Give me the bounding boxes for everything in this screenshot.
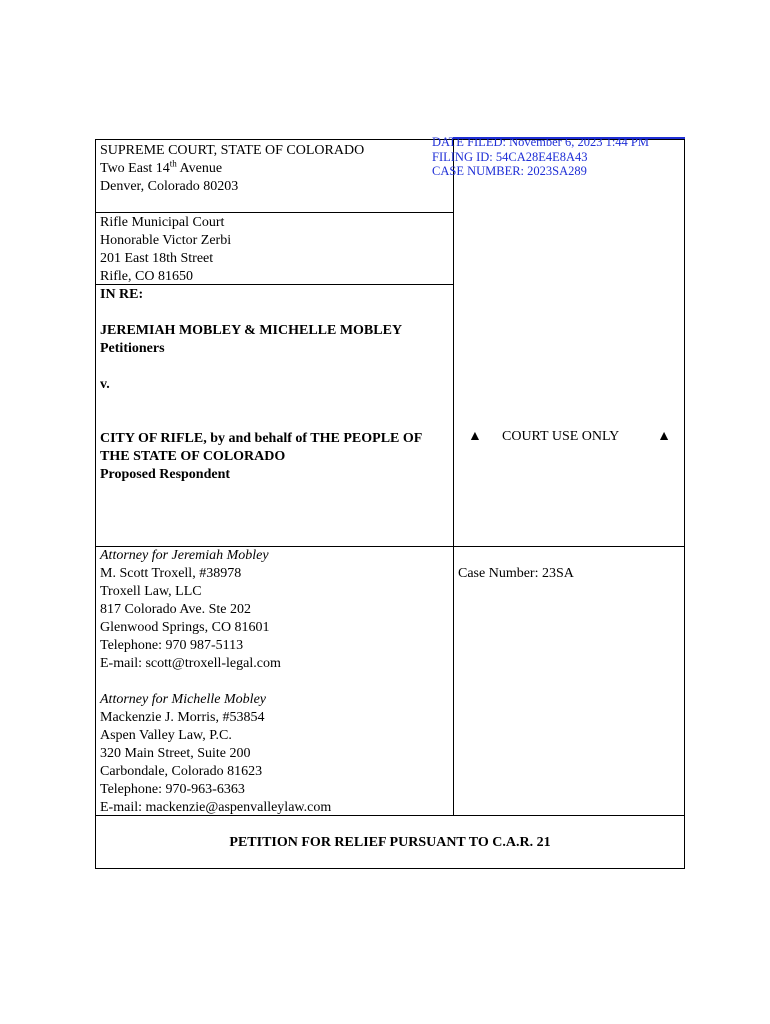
supreme-court-block (100, 142, 364, 196)
lower-court-city: Rifle, CO 81650 (100, 269, 193, 284)
document-title: PETITION FOR RELIEF PURSUANT TO C.A.R. 21 (229, 835, 551, 850)
attorney-1-street: 817 Colorado Ave. Ste 202 (100, 602, 252, 617)
attorney-1-firm: Troxell Law, LLC (100, 584, 202, 599)
court-use-only-box (454, 427, 686, 447)
respondent-line-1: CITY OF RIFLE, by and behalf of THE PEOPLE OF (100, 431, 423, 446)
triangle-up-icon: ▲ (468, 429, 482, 444)
stamp-case-number: CASE NUMBER: 2023SA289 (432, 164, 587, 178)
petitioners-label: Petitioners (100, 341, 165, 356)
divider-court-block (96, 212, 454, 213)
respondent-line-2: THE STATE OF COLORADO (100, 449, 286, 464)
attorney-1-name: M. Scott Troxell, #38978 (100, 566, 242, 581)
attorney-1-city: Glenwood Springs, CO 81601 (100, 620, 270, 635)
case-caption-table (95, 139, 685, 869)
attorney-1-telephone: Telephone: 970 987-5113 (100, 638, 244, 653)
respondent-label: Proposed Respondent (100, 467, 231, 482)
supreme-court-city: Denver, Colorado 80203 (100, 179, 239, 194)
attorney-2-city: Carbondale, Colorado 81623 (100, 764, 263, 779)
filing-id: FILING ID: 54CA28E4E8A43 (432, 149, 588, 164)
attorney-1-email: E-mail: scott@troxell-legal.com (100, 656, 281, 671)
case-number-text: Case Number: 23SA (458, 566, 574, 581)
attorney-2-email: E-mail: mackenzie@aspenvalleylaw.com (100, 800, 332, 815)
parties-block (100, 286, 422, 484)
petitioners-names: JEREMIAH MOBLEY & MICHELLE MOBLEY (100, 323, 403, 338)
attorney-block (100, 547, 331, 817)
attorney-2-role: Attorney for Michelle Mobley (100, 692, 266, 707)
lower-court-name: Rifle Municipal Court (100, 215, 225, 230)
attorney-2-street: 320 Main Street, Suite 200 (100, 746, 251, 761)
attorney-2-name: Mackenzie J. Morris, #53854 (100, 710, 265, 725)
supreme-court-address: Two East 14th Avenue (100, 158, 223, 176)
filing-stamp (432, 135, 672, 179)
lower-court-street: 201 East 18th Street (100, 251, 214, 266)
lower-court-judge: Honorable Victor Zerbi (100, 233, 232, 248)
lower-court-block (100, 214, 231, 286)
triangle-up-icon: ▲ (657, 429, 671, 444)
supreme-court-name: SUPREME COURT, STATE OF COLORADO (100, 143, 365, 158)
attorney-2-firm: Aspen Valley Law, P.C. (100, 728, 232, 743)
attorney-1-role: Attorney for Jeremiah Mobley (100, 548, 269, 563)
attorney-2-telephone: Telephone: 970-963-6363 (100, 782, 245, 797)
date-filed: DATE FILED: November 6, 2023 1:44 PM (432, 135, 649, 149)
in-re-label: IN RE: (100, 287, 144, 302)
versus-label: v. (100, 377, 110, 392)
case-number-box (458, 565, 574, 583)
caption-vertical-divider (453, 140, 454, 815)
court-use-label: COURT USE ONLY (502, 429, 620, 444)
